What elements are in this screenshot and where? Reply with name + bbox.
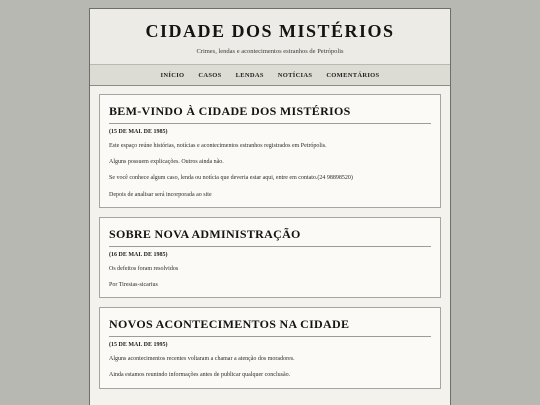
post-date: (15 DE MAI. DE 1985) xyxy=(109,129,168,135)
post-author: Por Tiresias-sicarius xyxy=(109,281,158,288)
post-text: Este espaço reúne histórias, notícias e acontecimentos estranhos registrados em Petrópolis. xyxy=(109,143,327,149)
site-subtitle: Crimes, lendas e acontecimentos estranhos de Petrópolis xyxy=(196,48,344,55)
nav-item-casos[interactable]: CASOS xyxy=(198,71,222,79)
post-list xyxy=(90,86,450,389)
nav-item-lendas[interactable]: LENDAS xyxy=(235,71,264,79)
main-nav xyxy=(90,65,450,86)
nav-item-comentarios[interactable]: COMENTÁRIOS xyxy=(326,71,380,79)
post-administration xyxy=(99,217,441,298)
post-text: Alguns possuem explicações. Outros ainda não. xyxy=(109,159,224,166)
post-title: NOVOS ACONTECIMENTOS NA CIDADE xyxy=(109,317,431,337)
post-welcome xyxy=(99,94,441,208)
nav-item-inicio[interactable]: INÍCIO xyxy=(160,71,185,79)
site-header xyxy=(90,9,450,65)
post-text: Depois de analisar será incorporada ao site xyxy=(109,191,212,198)
nav-item-noticias[interactable]: NOTÍCIAS xyxy=(277,71,313,79)
page-container xyxy=(89,8,451,405)
post-new-events xyxy=(99,307,441,388)
post-text: Os defeitos foram resolvidos xyxy=(109,265,179,272)
post-title: BEM-VINDO À CIDADE DOS MISTÉRIOS xyxy=(109,104,431,124)
post-title: SOBRE NOVA ADMINISTRAÇÃO xyxy=(109,227,431,247)
post-text: Ainda estamos reunindo informações antes de publicar qualquer conclusão. xyxy=(109,372,291,379)
post-date: (16 DE MAI. DE 1985) xyxy=(109,251,168,258)
post-date: (15 DE MAI. DE 1995) xyxy=(109,342,168,349)
site-title: CIDADE DOS MISTÉRIOS xyxy=(145,21,395,41)
post-text: Alguns acontecimentos recentes voltaram a chamar a atenção dos moradores. xyxy=(109,356,295,363)
post-text: Se você conhece algum caso, lenda ou notícia que deveria estar aqui, entre em contato.(24 98898520) xyxy=(109,175,353,182)
